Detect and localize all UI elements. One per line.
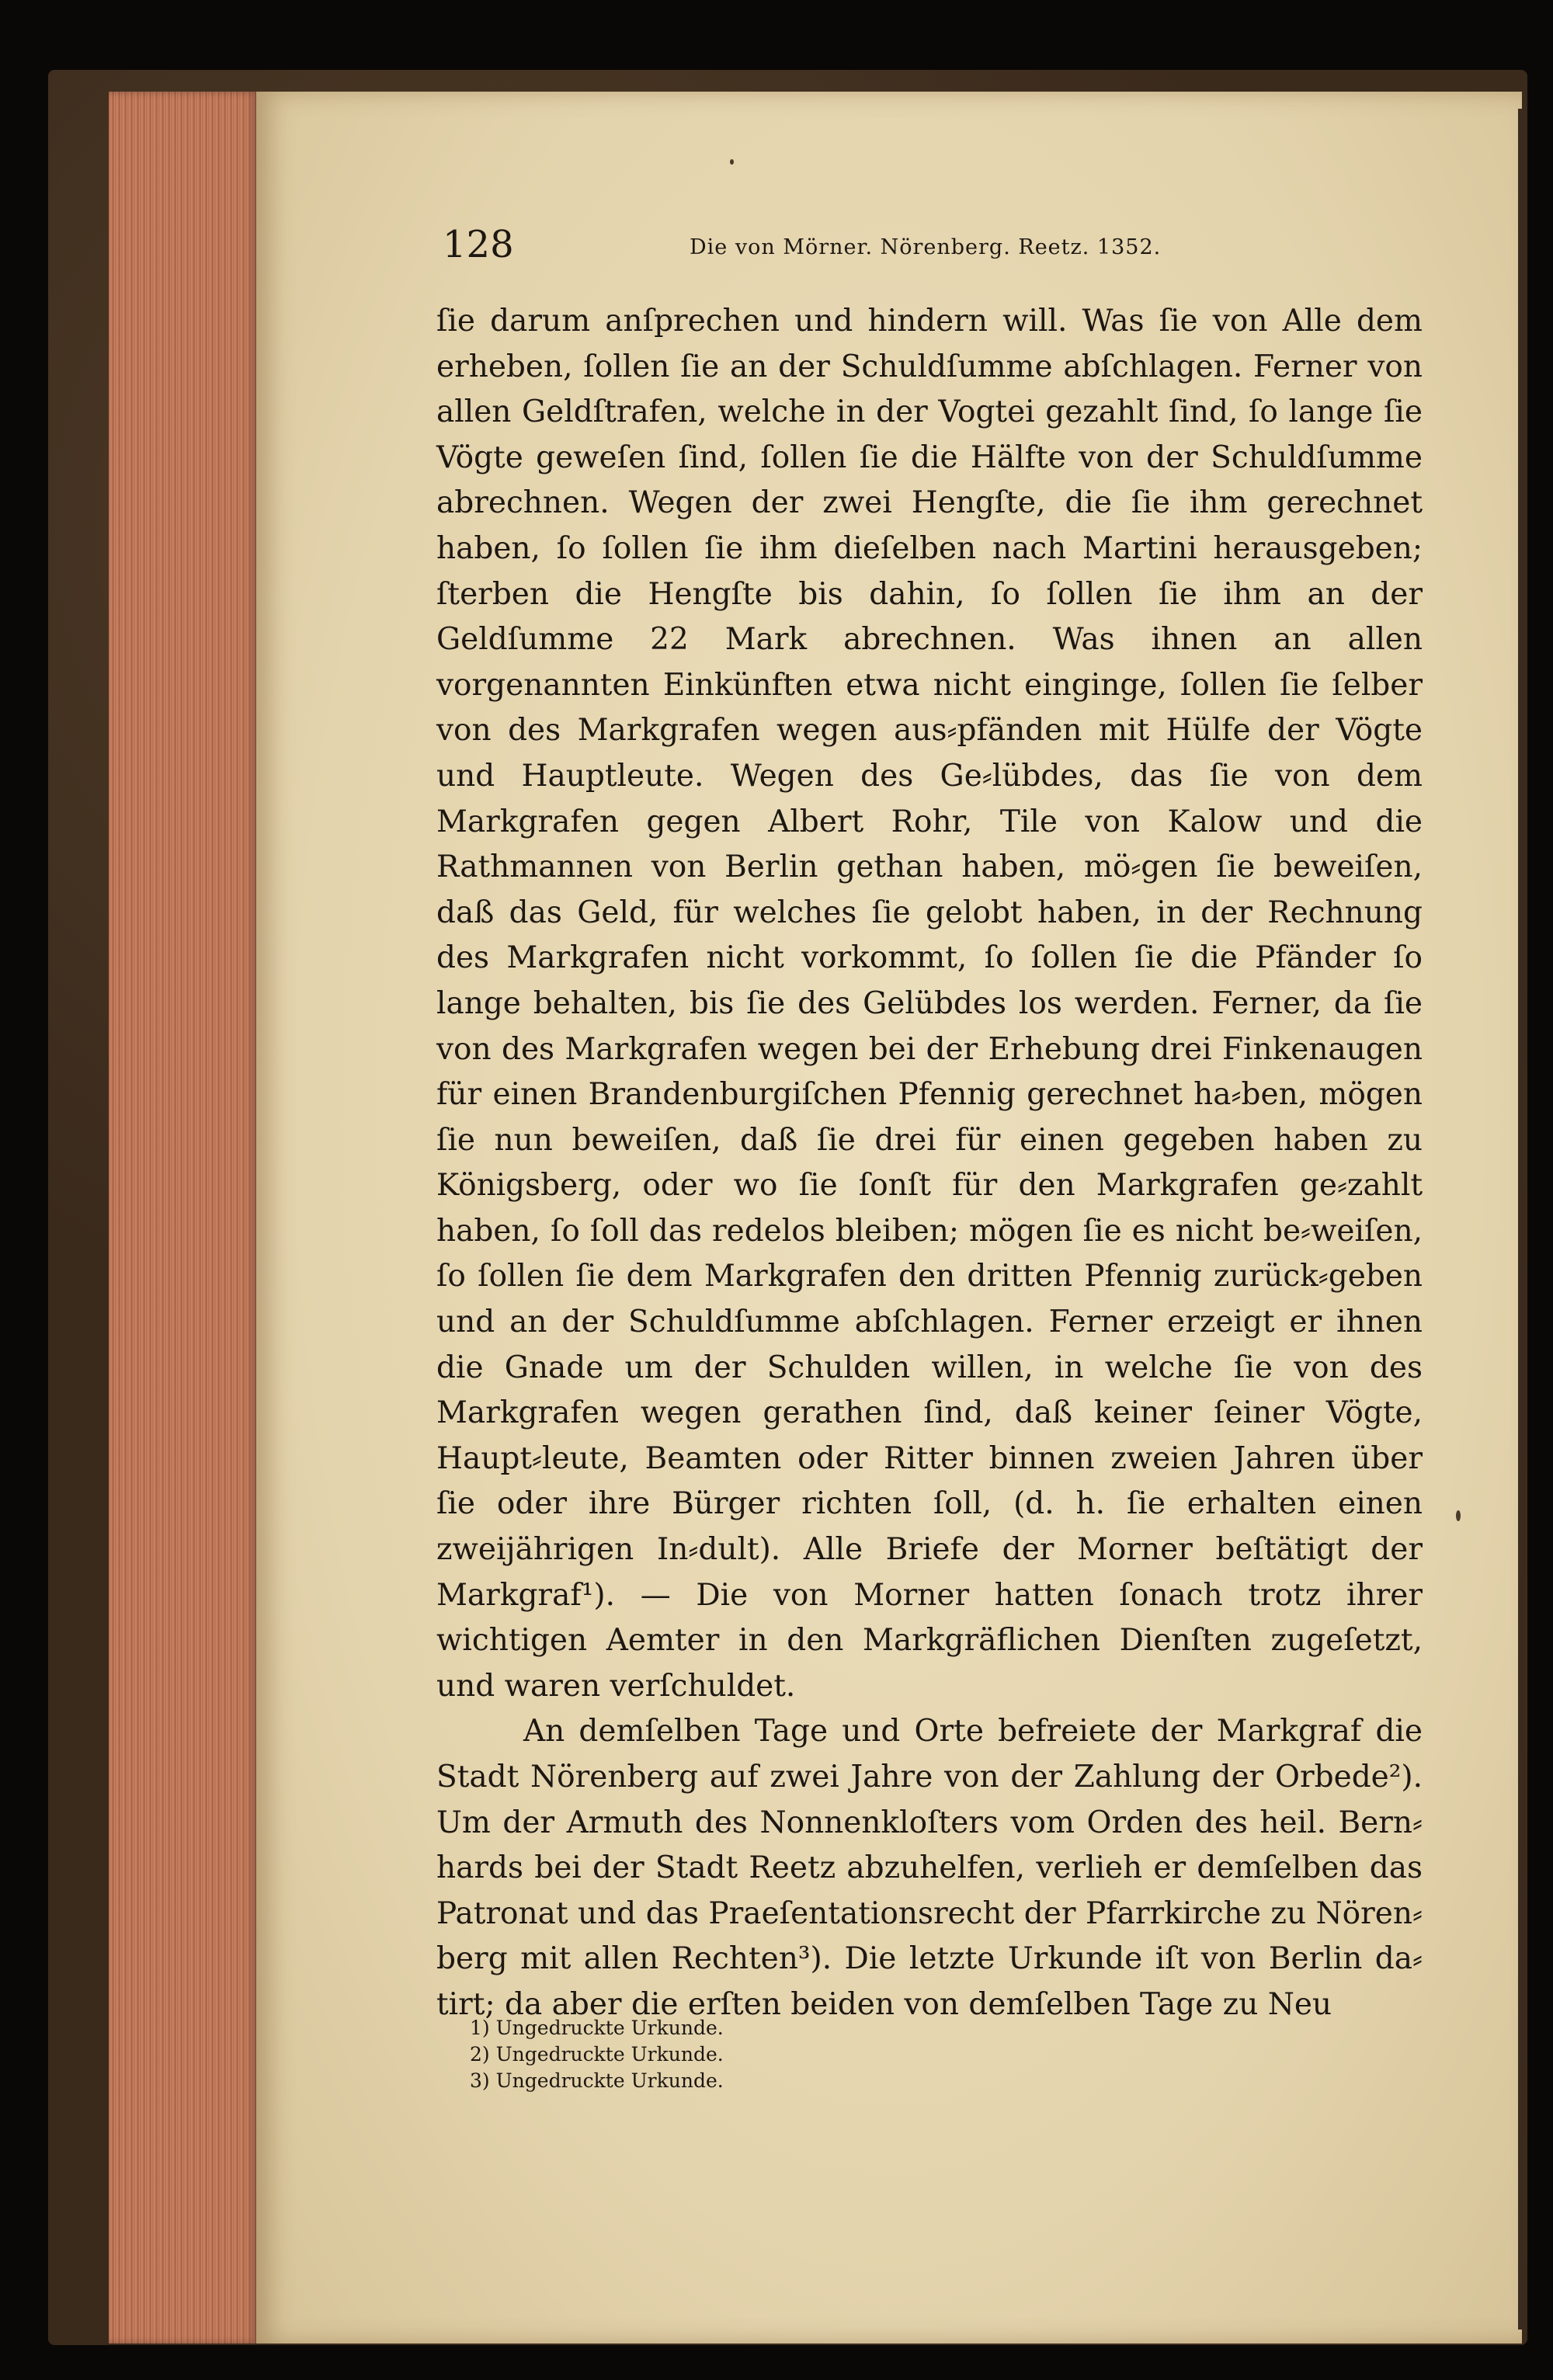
footnote-3: 3) Ungedruckte Urkunde. xyxy=(470,2069,724,2092)
body-text xyxy=(436,299,1423,2028)
page-edges xyxy=(109,92,258,2344)
paragraph-1: ſie darum anſprechen und hindern will. Was ſie von Alle dem erheben, ſollen ſie an der Schuldſumme abſchlagen. Ferner von allen Geldſtrafen, welche in der Vogtei gezahlt ſind, ſo lange ſie Vögte geweſen ſind, ſollen ſie die Hälfte von der Schuldſumme abrechnen. Wegen der zwei Hengſte, die ſie ihm gerechnet haben, ſo ſollen ſie ihm dieſelben nach Martini herausgeben; ſterben die Hengſte bis dahin, ſo ſollen ſie ihm an der Geldſumme 22 Mark abrechnen. Was ihnen an allen vorgenannten Einkünften etwa nicht einginge, ſollen ſie ſelber von des Markgrafen wegen aus⸗pfänden mit Hülfe der Vögte und Hauptleute. Wegen des Ge⸗lübdes, das ſie von dem Markgrafen gegen Albert Rohr, Tile von Kalow und die Rathmannen von Berlin gethan haben, mö⸗gen ſie beweiſen, daß das Geld, für welches ſie gelobt haben, in der Rechnung des Markgrafen nicht vorkommt, ſo ſollen ſie die Pfänder ſo lange behalten, bis ſie des Gelübdes los werden. Ferner, da ſie von des Markgrafen wegen bei der Erhebung drei Finkenaugen für einen Brandenburgiſchen Pfennig gerechnet ha⸗ben, mögen ſie nun beweiſen, daß ſie drei für einen gegeben haben zu Königsberg, oder wo ſie ſonſt für den Markgrafen ge⸗zahlt haben, ſo ſoll das redelos bleiben; mögen ſie es nicht be⸗weiſen, ſo ſollen ſie dem Markgrafen den dritten Pfennig zurück⸗geben und an der Schuldſumme abſchlagen. Ferner erzeigt er ihnen die Gnade um der Schulden willen, in welche ſie von des Markgrafen wegen gerathen ſind, daß keiner ſeiner Vögte, Haupt⸗leute, Beamten oder Ritter binnen zweien Jahren über ſie oder ihre Bürger richten ſoll, (d. h. ſie erhalten einen zweijährigen In⸗dult). Alle Briefe der Morner beſtätigt der Markgraf¹). — Die von Morner hatten ſonach trotz ihrer wichtigen Aemter in den Markgräflichen Dienſten zugeſetzt, und waren verſchuldet. xyxy=(436,304,1423,1704)
paper-speck xyxy=(1456,1510,1461,1521)
paragraph-2: An demſelben Tage und Orte befreiete der Markgraf die Stadt Nörenberg auf zwei Jahre von der Zahlung der Orbede²). Um der Armuth des Nonnenkloſters vom Orden des heil. Bern⸗hards bei der Stadt Reetz abzuhelfen, verlieh er demſelben das Patronat und das Praeſentationsrecht der Pfarrkirche zu Nören⸗berg mit allen Rechten³). Die letzte Urkunde iſt von Berlin da⸗tirt; da aber die erſten beiden von demſelben Tage zu Neu xyxy=(436,1714,1423,2022)
footnotes xyxy=(470,2015,724,2094)
paper-speck xyxy=(730,159,734,165)
page-number: 128 xyxy=(443,223,514,266)
footnote-1: 1) Ungedruckte Urkunde. xyxy=(470,2017,724,2039)
footnote-2: 2) Ungedruckte Urkunde. xyxy=(470,2043,724,2066)
page-header xyxy=(443,221,1452,268)
page-gutter-right xyxy=(1518,109,1526,2330)
running-title: Die von Mörner. Nörenberg. Reetz. 1352. xyxy=(690,235,1162,259)
